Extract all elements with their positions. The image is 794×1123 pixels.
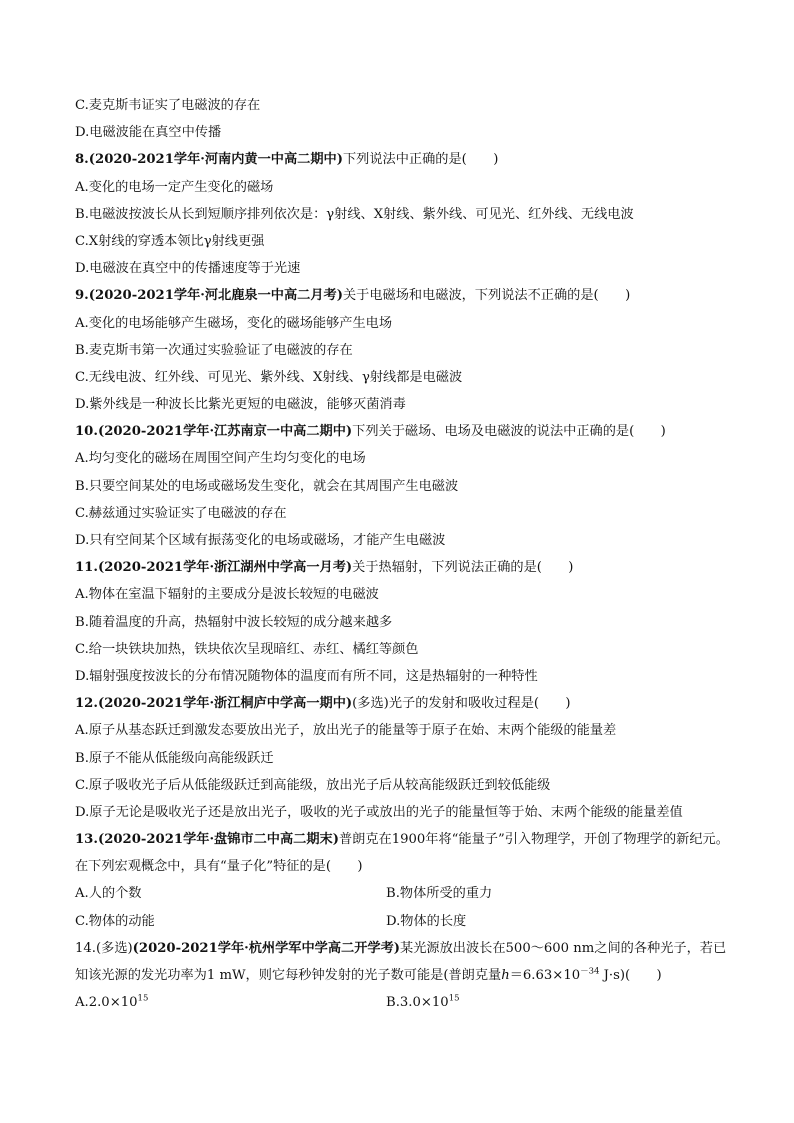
question-source: (2020-2021学年·河南内黄一中高二期中) <box>88 152 343 168</box>
option-line: C.原子吸收光子后从低能级跃迁到高能级，放出光子后从较高能级跃迁到较低能级 <box>75 777 551 793</box>
option-line: D.辐射强度按波长的分布情况随物体的温度而有所不同，这是热辐射的一种特性 <box>75 668 538 684</box>
question-number: 14. <box>75 940 96 956</box>
option-line: D.电磁波在真空中的传播速度等于光速 <box>75 261 301 277</box>
question-10-stem <box>75 418 725 445</box>
question-number: 13. <box>75 832 98 848</box>
question-text: 普朗克在1900年将“能量子”引入物理学，开创了物理学的新纪元。 <box>338 832 729 848</box>
question-source: (2020-2021学年·浙江湖州中学高一月考) <box>97 560 353 576</box>
option-b: B.物体所受的重力 <box>386 886 493 902</box>
question-source: (2020-2021学年·盘锦市二中高二期末) <box>97 832 339 848</box>
option-line: C.无线电波、红外线、可见光、紫外线、X射线、γ射线都是电磁波 <box>75 369 463 385</box>
option-b <box>386 989 697 1016</box>
option-line: B.麦克斯韦第一次通过实验验证了电磁波的存在 <box>75 342 353 358</box>
option-line: C.X射线的穿透本领比γ射线更强 <box>75 233 265 249</box>
option-line: D.紫外线是一种波长比紫光更短的电磁波，能够灭菌消毒 <box>75 397 406 413</box>
option-b-exponent: 15 <box>448 993 460 1004</box>
question-number: 12. <box>75 696 98 712</box>
question-number: 10. <box>75 424 98 440</box>
question-14-stem-cont <box>75 962 725 989</box>
question-text: 某光源放出波长在500～600 nm之间的各种光子，若已 <box>400 940 727 956</box>
option-a: A.人的个数 <box>75 886 142 902</box>
question-source: (2020-2021学年·河北鹿泉一中高二月考) <box>88 288 343 304</box>
question-text: 关于电磁场和电磁波，下列说法不正确的是( ) <box>342 288 631 304</box>
option-line: D.电磁波能在真空中传播 <box>75 125 222 141</box>
option-line: A.均匀变化的磁场在周围空间产生均匀变化的电场 <box>75 451 366 467</box>
option-a-base: A.2.0×10 <box>75 995 138 1011</box>
option-line: C.赫兹通过实验证实了电磁波的存在 <box>75 505 287 521</box>
option-a-exponent: 15 <box>137 993 149 1004</box>
option-line: B.原子不能从低能级向高能级跃迁 <box>75 750 274 766</box>
option-line: D.原子无论是吸收光子还是放出光子，吸收的光子或放出的光子的能量恒等于始、末两个能级的能量差值 <box>75 804 683 820</box>
option-line: A.变化的电场一定产生变化的磁场 <box>75 179 274 195</box>
option-line: B.随着温度的升高，热辐射中波长较短的成分越来越多 <box>75 614 393 630</box>
question-8-stem <box>75 146 725 173</box>
option-c: C.物体的动能 <box>75 913 155 929</box>
question-13-stem-cont: 在下列宏观概念中，具有“量子化”特征的是( ) <box>75 859 363 875</box>
option-a <box>75 989 386 1016</box>
question-source: (2020-2021学年·江苏南京一中高二期中) <box>97 424 353 440</box>
planck-value: ＝6.63×10 <box>509 968 581 983</box>
question-14-stem <box>75 935 725 962</box>
option-line: B.电磁波按波长从长到短顺序排列依次是：γ射线、X射线、紫外线、可见光、红外线、无线电波 <box>75 206 634 222</box>
question-source: (2020-2021学年·杭州学军中学高二开学考) <box>132 940 401 956</box>
question-number: 11. <box>75 560 98 576</box>
planck-exponent: －34 <box>580 966 600 977</box>
option-line: C.给一块铁块加热，铁块依次呈现暗红、赤红、橘红等颜色 <box>75 641 419 657</box>
planck-unit: J·s)( ) <box>599 968 662 983</box>
option-line: C.麦克斯韦证实了电磁波的存在 <box>75 98 261 113</box>
question-number: 9. <box>75 288 89 304</box>
option-line: A.变化的电场能够产生磁场，变化的磁场能够产生电场 <box>75 315 393 331</box>
option-row <box>75 989 725 1016</box>
option-line: A.物体在室温下辐射的主要成分是波长较短的电磁波 <box>75 587 379 603</box>
option-d: D.物体的长度 <box>386 913 467 929</box>
planck-symbol: h <box>501 968 510 983</box>
question-text: 下列关于磁场、电场及电磁波的说法中正确的是( ) <box>352 424 666 440</box>
question-11-stem <box>75 554 725 581</box>
question-text: 下列说法中正确的是( ) <box>342 152 499 168</box>
question-source: (2020-2021学年·浙江桐庐中学高一期中) <box>97 696 353 712</box>
question-text: 知该光源的发光功率为1 mW，则它每秒钟发射的光子数可能是(普朗克量 <box>75 968 502 983</box>
option-line: D.只有空间某个区域有振荡变化的电场或磁场，才能产生电磁波 <box>75 533 446 548</box>
option-line: B.只要空间某处的电场或磁场发生变化，就会在其周围产生电磁波 <box>75 478 459 494</box>
question-number: 8. <box>75 152 89 168</box>
question-13-stem <box>75 826 729 853</box>
option-b-base: B.3.0×10 <box>386 995 449 1011</box>
multi-select-tag: (多选) <box>95 940 133 956</box>
option-row <box>75 908 725 935</box>
question-9-stem <box>75 282 725 309</box>
question-text: 关于热辐射，下列说法正确的是( ) <box>352 560 574 576</box>
question-12-stem <box>75 690 725 717</box>
option-row <box>75 880 725 907</box>
question-text: (多选)光子的发射和吸收过程是( ) <box>352 696 571 712</box>
option-line: A.原子从基态跃迁到激发态要放出光子，放出光子的能量等于原子在始、末两个能级的能量差 <box>75 723 617 739</box>
document-page <box>75 92 729 1016</box>
